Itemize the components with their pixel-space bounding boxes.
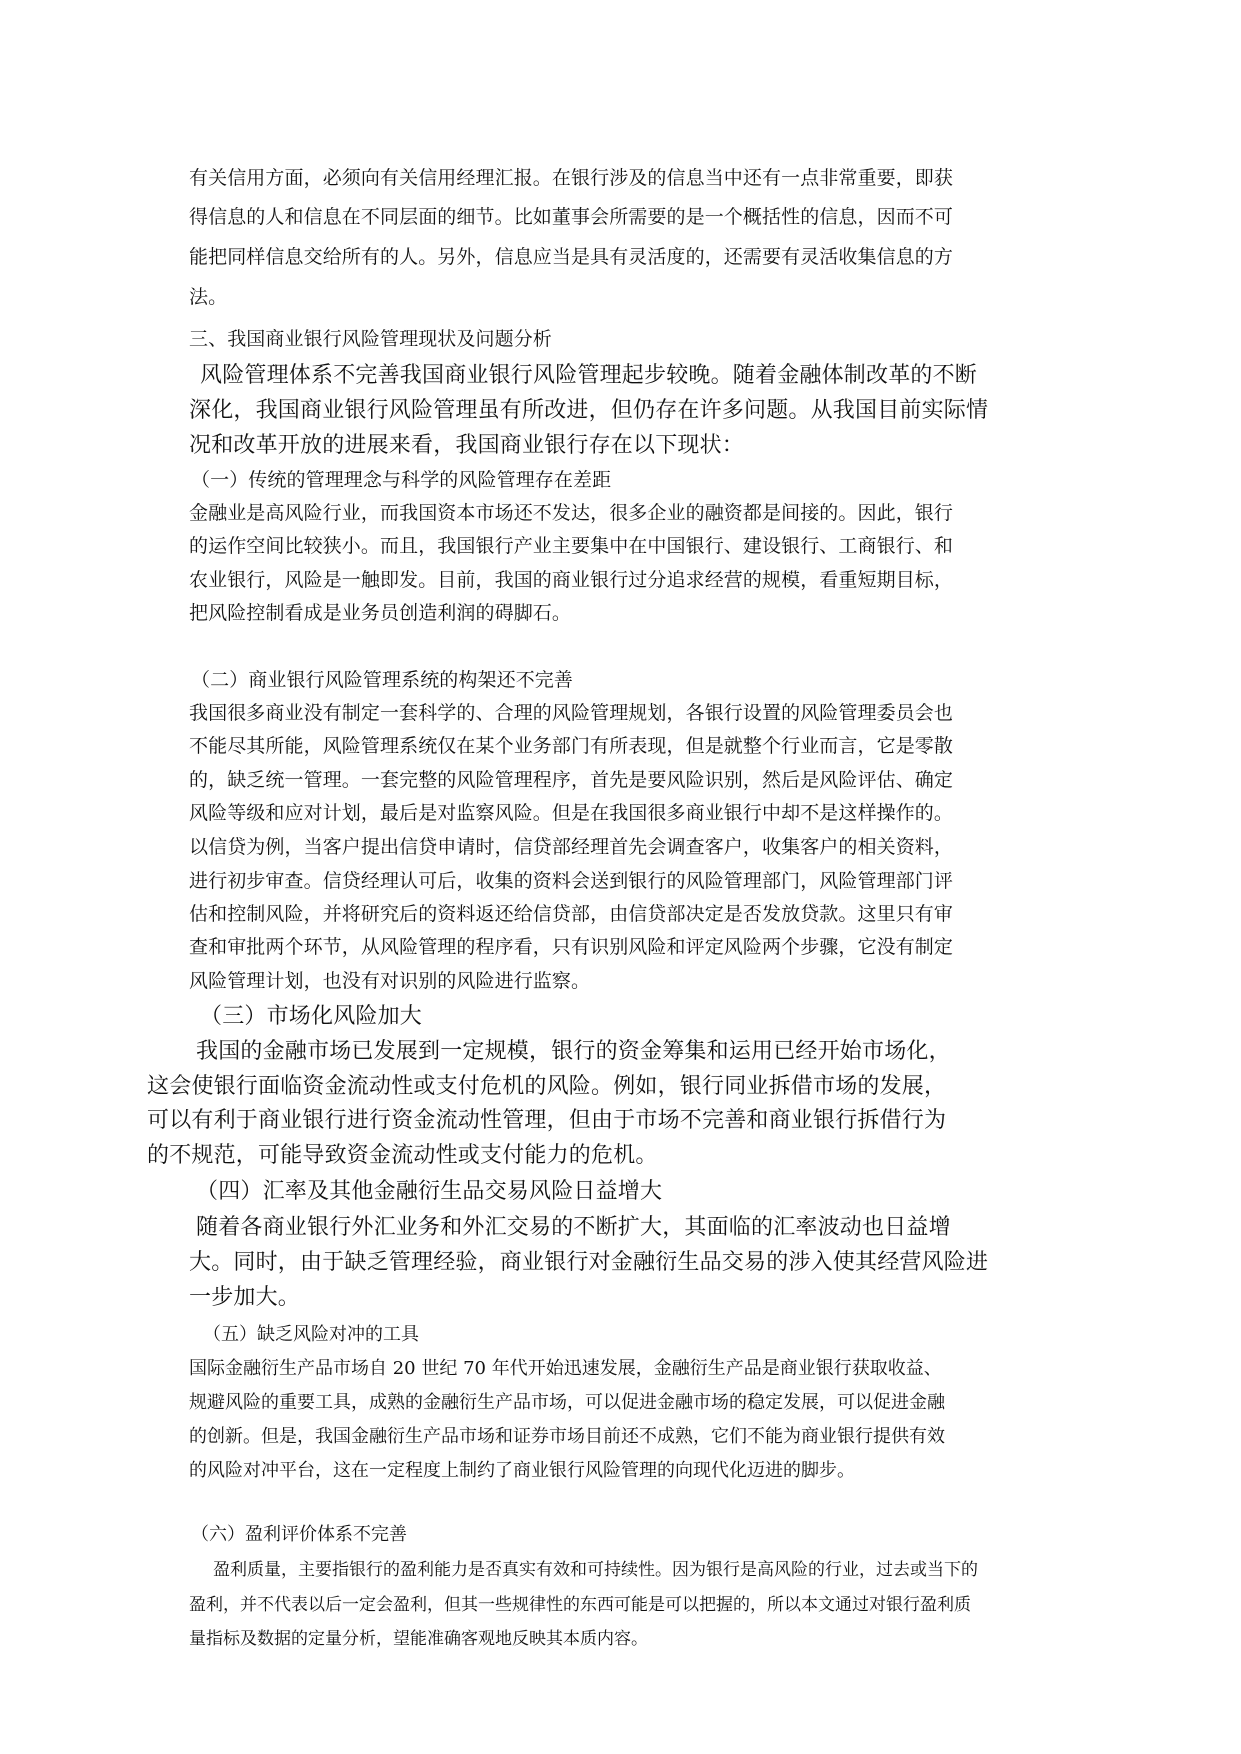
paragraph-line: 估和控制风险，并将研究后的资料返还给信贷部，由信贷部决定是否发放贷款。这里只有审	[189, 903, 954, 925]
paragraph-line: 风险管理体系不完善我国商业银行风险管理起步较晚。随着金融体制改革的不断	[200, 363, 978, 388]
paragraph-line: 查和审批两个环节，从风险管理的程序看，只有识别风险和评定风险两个步骤，它没有制定	[189, 936, 954, 958]
paragraph-line: 的，缺乏统一管理。一套完整的风险管理程序，首先是要风险识别，然后是风险评估、确定	[189, 769, 954, 791]
paragraph-line: 随着各商业银行外汇业务和外汇交易的不断扩大，其面临的汇率波动也日益增	[196, 1215, 951, 1240]
paragraph-line: 把风险控制看成是业务员创造利润的碍脚石。	[189, 602, 572, 624]
paragraph-line: 法。	[189, 286, 228, 308]
paragraph-line: 量指标及数据的定量分析，望能准确客观地反映其本质内容。	[189, 1629, 648, 1649]
paragraph-line: 可以有利于商业银行进行资金流动性管理，但由于市场不完善和商业银行拆借行为	[147, 1108, 947, 1133]
paragraph-line: 不能尽其所能，风险管理系统仅在某个业务部门有所表现，但是就整个行业而言，它是零散	[189, 735, 954, 757]
subsection-heading: （三）市场化风险加大	[200, 1004, 423, 1029]
subsection-heading: （六）盈利评价体系不完善	[191, 1524, 407, 1545]
paragraph-line: 大。同时，由于缺乏管理经验，商业银行对金融衍生品交易的涉入使其经营风险进	[189, 1250, 989, 1275]
subsection-heading: （四）汇率及其他金融衍生品交易风险日益增大	[196, 1179, 663, 1204]
paragraph-line: 我国很多商业没有制定一套科学的、合理的风险管理规划，各银行设置的风险管理委员会也	[189, 702, 954, 724]
paragraph-line: 的运作空间比较狭小。而且，我国银行产业主要集中在中国银行、建设银行、工商银行、和	[189, 535, 954, 557]
paragraph-line: 的创新。但是，我国金融衍生产品市场和证券市场目前还不成熟，它们不能为商业银行提供有效	[189, 1426, 945, 1447]
paragraph-line: 有关信用方面，必须向有关信用经理汇报。在银行涉及的信息当中还有一点非常重要，即获	[189, 167, 954, 189]
paragraph-line: 风险等级和应对计划，最后是对监察风险。但是在我国很多商业银行中却不是这样操作的。	[189, 802, 954, 824]
paragraph-line: 况和改革开放的进展来看，我国商业银行存在以下现状：	[189, 433, 745, 458]
paragraph-line: 金融业是高风险行业，而我国资本市场还不发达，很多企业的融资都是间接的。因此，银行	[189, 502, 954, 524]
paragraph-line: 以信贷为例，当客户提出信贷申请时，信贷部经理首先会调查客户，收集客户的相关资料，	[189, 836, 954, 858]
subsection-heading: （二）商业银行风险管理系统的构架还不完善	[191, 669, 574, 691]
subsection-heading: （五）缺乏风险对冲的工具	[203, 1324, 419, 1345]
subsection-heading: （一）传统的管理理念与科学的风险管理存在差距	[191, 469, 612, 491]
paragraph-line: 风险管理计划，也没有对识别的风险进行监察。	[189, 970, 591, 992]
paragraph-line: 农业银行，风险是一触即发。目前，我国的商业银行过分追求经营的规模，看重短期目标，	[189, 569, 954, 591]
paragraph-line: 得信息的人和信息在不同层面的细节。比如董事会所需要的是一个概括性的信息，因而不可	[189, 206, 954, 228]
paragraph-line: 盈利质量，主要指银行的盈利能力是否真实有效和可持续性。因为银行是高风险的行业，过去或当下的	[213, 1560, 978, 1580]
paragraph-line: 盈利，并不代表以后一定会盈利，但其一些规律性的东西可能是可以把握的，所以本文通过对银行盈利质	[189, 1595, 971, 1615]
paragraph-line: 国际金融衍生产品市场自 20 世纪 70 年代开始迅速发展，金融衍生产品是商业银行获取收益、	[189, 1358, 942, 1379]
section-heading: 三、我国商业银行风险管理现状及问题分析	[189, 328, 552, 350]
paragraph-line: 进行初步审查。信贷经理认可后，收集的资料会送到银行的风险管理部门，风险管理部门评	[189, 870, 954, 892]
paragraph-line: 深化，我国商业银行风险管理虽有所改进，但仍存在许多问题。从我国目前实际情	[189, 398, 989, 423]
paragraph-line: 我国的金融市场已发展到一定规模，银行的资金筹集和运用已经开始市场化，	[196, 1039, 951, 1064]
paragraph-line: 规避风险的重要工具，成熟的金融衍生产品市场，可以促进金融市场的稳定发展，可以促进金融	[189, 1392, 945, 1413]
paragraph-line: 一步加大。	[189, 1285, 301, 1310]
paragraph-line: 能把同样信息交给所有的人。另外，信息应当是具有灵活度的，还需要有灵活收集信息的方	[189, 246, 954, 268]
paragraph-line: 的风险对冲平台，这在一定程度上制约了商业银行风险管理的向现代化迈进的脚步。	[189, 1460, 855, 1481]
paragraph-line: 这会使银行面临资金流动性或支付危机的风险。例如，银行同业拆借市场的发展，	[147, 1074, 947, 1099]
paragraph-line: 的不规范，可能导致资金流动性或支付能力的危机。	[147, 1143, 658, 1168]
